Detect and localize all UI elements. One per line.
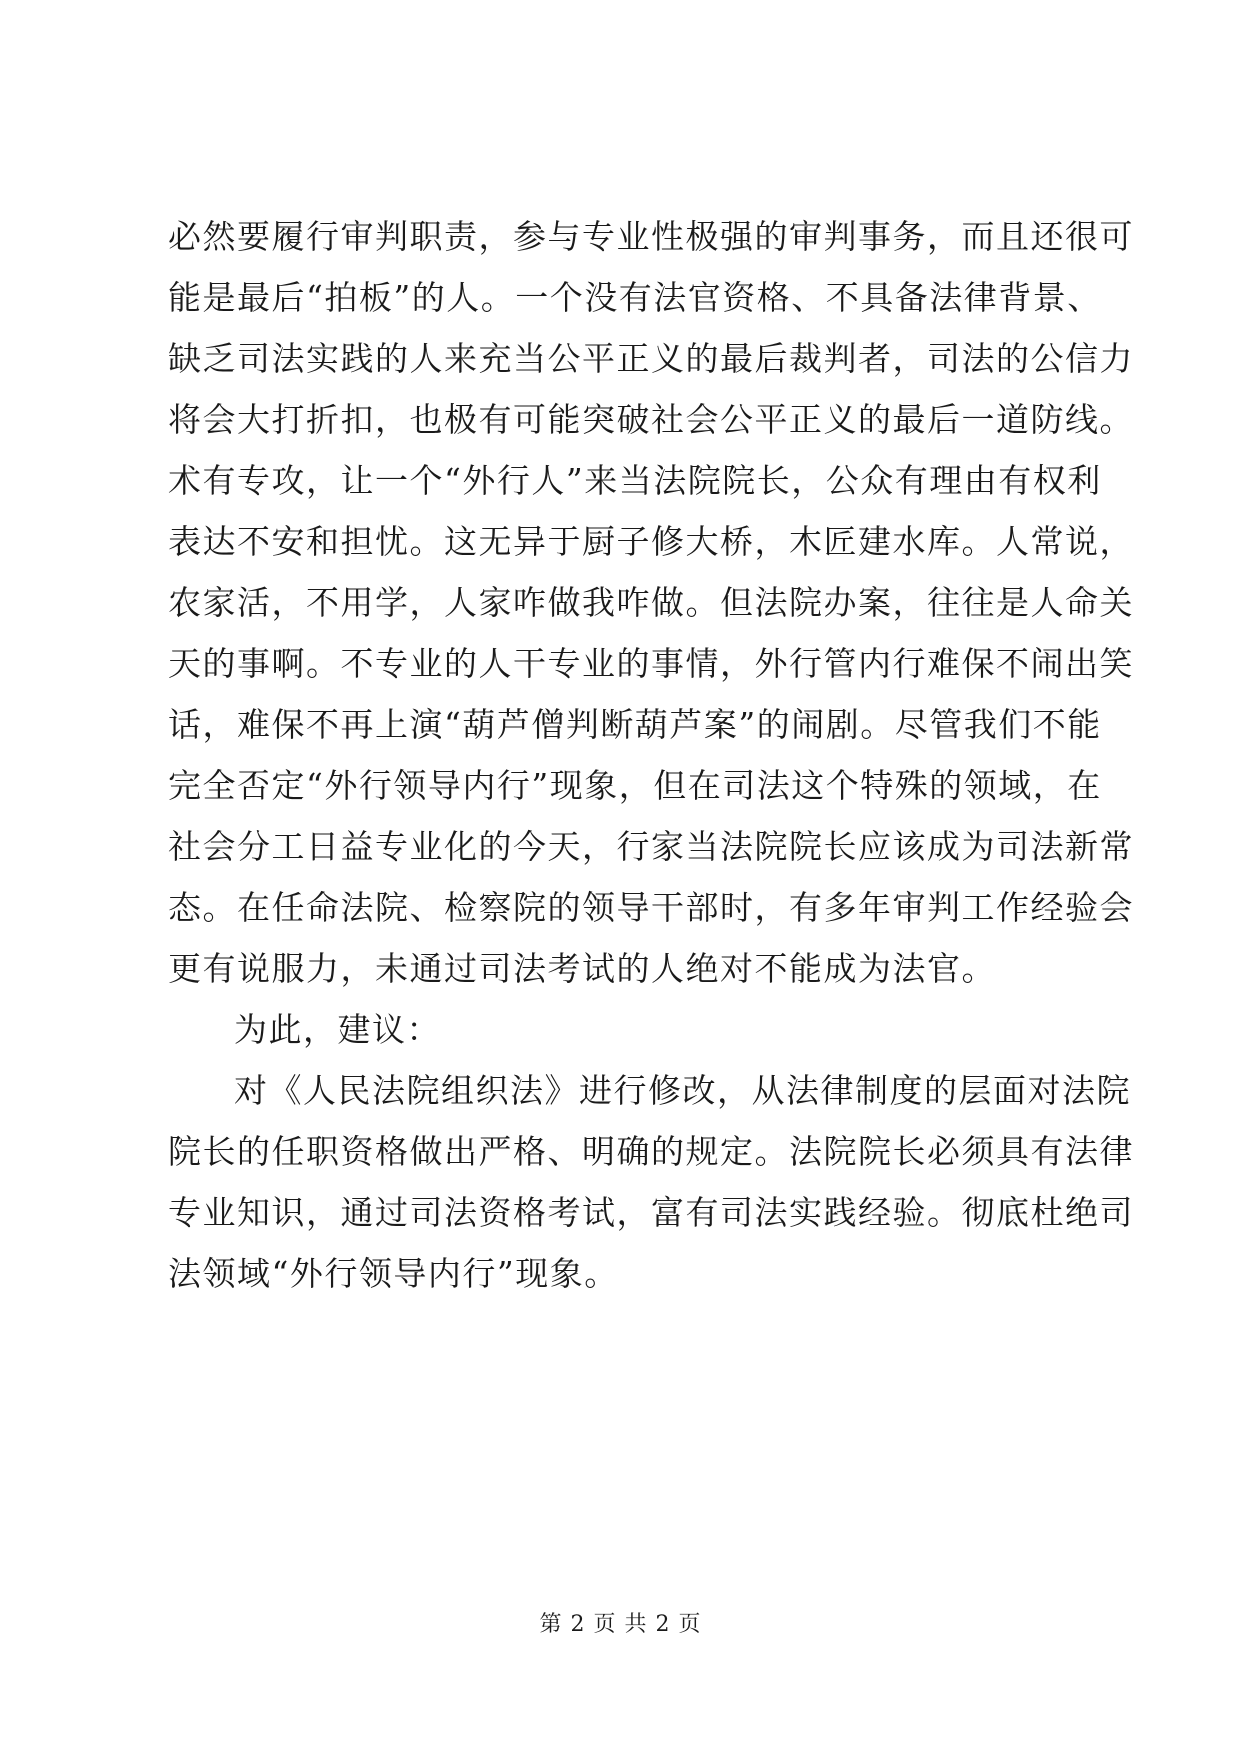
page-number-footer: 第 2 页 共 2 页 xyxy=(539,1612,702,1637)
text-line: 更有说服力，未通过司法考试的人绝对不能成为法官。 xyxy=(168,949,996,988)
text-line: 必然要履行审判职责，参与专业性极强的审判事务，而且还很可 xyxy=(168,217,1134,256)
text-line: 话，难保不再上演“葫芦僧判断葫芦案”的闹剧。尽管我们不能 xyxy=(168,705,1102,744)
text-line: 对《人民法院组织法》进行修改，从法律制度的层面对法院 xyxy=(234,1071,1131,1110)
text-line: 法领域“外行领导内行”现象。 xyxy=(168,1254,619,1293)
text-line: 为此，建议： xyxy=(234,1010,441,1049)
document-body xyxy=(168,206,1134,1304)
paragraph-proposal xyxy=(168,1060,1134,1304)
text-line: 将会大打折扣，也极有可能突破社会公平正义的最后一道防线。 xyxy=(168,400,1134,439)
paragraph-proposal-intro xyxy=(168,999,1092,1060)
text-line: 院长的任职资格做出严格、明确的规定。法院院长必须具有法律 xyxy=(168,1132,1134,1171)
text-line: 天的事啊。不专业的人干专业的事情，外行管内行难保不闹出笑 xyxy=(168,644,1134,683)
text-line: 农家活，不用学，人家咋做我咋做。但法院办案，往往是人命关 xyxy=(168,583,1134,622)
text-line: 能是最后“拍板”的人。一个没有法官资格、不具备法律背景、 xyxy=(168,278,1102,317)
text-line: 专业知识，通过司法资格考试，富有司法实践经验。彻底杜绝司 xyxy=(168,1193,1134,1232)
text-line: 完全否定“外行领导内行”现象，但在司法这个特殊的领域，在 xyxy=(168,766,1102,805)
text-line: 术有专攻，让一个“外行人”来当法院院长，公众有理由有权利 xyxy=(168,461,1102,500)
text-line: 缺乏司法实践的人来充当公平正义的最后裁判者，司法的公信力 xyxy=(168,339,1134,378)
paragraph-continuation xyxy=(168,206,1134,999)
text-line: 表达不安和担忧。这无异于厨子修大桥，木匠建水库。人常说， xyxy=(168,522,1134,561)
text-line: 态。在任命法院、检察院的领导干部时，有多年审判工作经验会 xyxy=(168,888,1134,927)
text-line: 社会分工日益专业化的今天，行家当法院院长应该成为司法新常 xyxy=(168,827,1134,866)
